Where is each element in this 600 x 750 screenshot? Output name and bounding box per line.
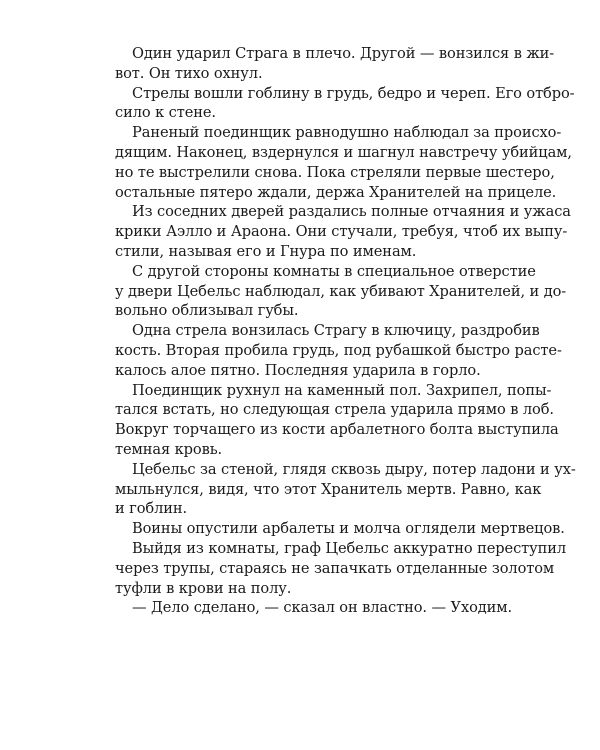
text-line: остальные пятеро ждали, держа Хранителей на прицеле. [115,183,557,201]
text-line: но те выстрелили снова. Пока стреляли первые шестеро, [115,163,555,181]
text-line: у двери Цебельс наблюдал, как убивают Хранителей, и до- [115,282,567,300]
paragraph-11 [115,598,513,618]
text-line: сило к стене. [115,104,216,122]
text-line: кость. Вторая пробила грудь, под рубашкой быстро расте- [115,341,562,359]
paragraph-3 [115,123,572,202]
text-line: тался встать, но следующая стрела ударила прямо в лоб. [115,401,554,419]
text-line: Вокруг торчащего из кости арбалетного болта выступила [115,421,559,439]
text-line: — Дело сделано, — сказал он властно. — Уходим. [132,599,513,617]
text-line: темная кровь. [115,440,223,458]
text-line: Выйдя из комнаты, граф Цебельс аккуратно переступил [132,539,567,557]
page-text [115,44,576,618]
paragraph-9 [115,519,565,539]
text-line: вот. Он тихо охнул. [115,64,263,82]
text-line: Одна стрела вонзилась Страгу в ключицу, раздробив [132,322,540,340]
paragraph-1 [115,44,555,84]
paragraph-6 [115,321,562,380]
text-line: Раненый поединщик равнодушно наблюдал за происхо- [132,124,562,142]
text-line: и гоблин. [115,500,188,518]
text-line: С другой стороны комнаты в специальное отверстие [132,262,536,280]
text-line: Воины опустили арбалеты и молча оглядели мертвецов. [132,520,565,538]
text-line: Стрелы вошли гоблину в грудь, бедро и череп. Его отбро- [132,84,575,102]
text-line: вольно облизывал губы. [115,302,299,320]
paragraph-4 [115,202,571,261]
text-line: Цебельс за стеной, глядя сквозь дыру, потер ладони и ух- [132,460,576,478]
text-line: дящим. Наконец, вздернулся и шагнул навстречу убийцам, [115,143,572,161]
text-line: туфли в крови на полу. [115,579,292,597]
paragraph-2 [115,84,575,124]
text-line: Один ударил Страга в плечо. Другой — вонзился в жи- [132,45,555,62]
text-line: через трупы, стараясь не запачкать отделанные золотом [115,559,555,577]
paragraph-10 [115,539,567,598]
paragraph-8 [115,460,576,519]
text-line: стили, называя его и Гнура по именам. [115,242,417,260]
text-line: мыльнулся, видя, что этот Хранитель мертв. Равно, как [115,480,542,498]
text-line: Поединщик рухнул на каменный пол. Захрипел, попы- [132,381,552,399]
paragraph-5 [115,262,567,321]
text-line: крики Аэлло и Араона. Они стучали, требуя, чтоб их выпу- [115,223,568,241]
text-line: калось алое пятно. Последняя ударила в горло. [115,361,481,379]
text-line: Из соседних дверей раздались полные отчаяния и ужаса [132,203,571,221]
paragraph-7 [115,381,559,460]
